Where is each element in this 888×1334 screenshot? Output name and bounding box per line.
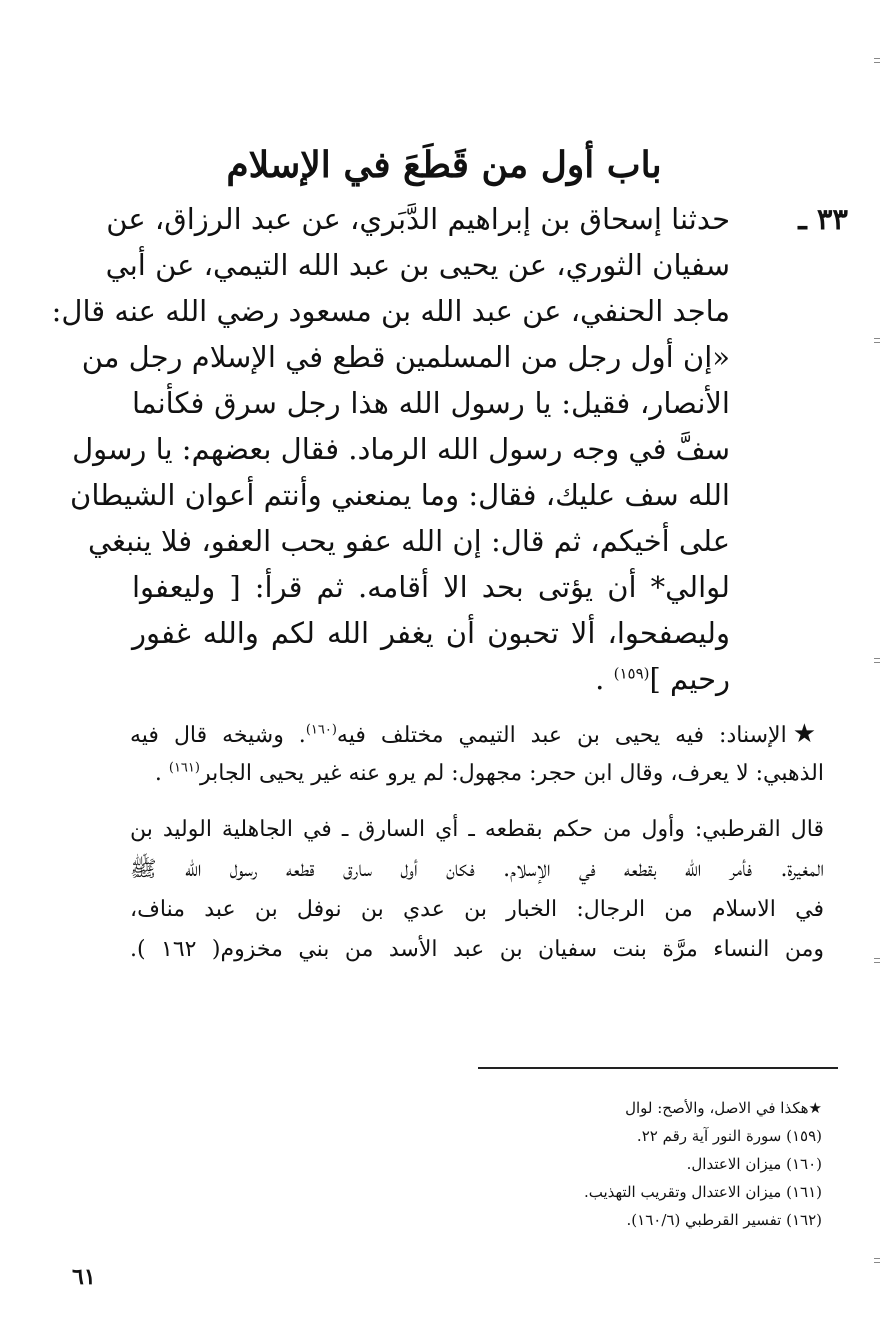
qurtubi-line: المغيرة. فأمر الله بقطعه في الإسلام. فكان أول سارق قطعه رسول الله ﷺ (130, 857, 824, 882)
hadith-line: «إن أول رجل من المسلمين قطع في الإسلام رجل من (81, 340, 730, 374)
hadith-last-line (132, 656, 730, 702)
hadith-line: الأنصار، فقيل: يا رسول الله هذا رجل سرق فكأنما (132, 386, 730, 420)
hadith-text (51, 196, 730, 702)
footnotes (502, 1094, 822, 1234)
star-icon: ★ (792, 719, 825, 749)
edge-mark (874, 658, 880, 663)
edge-mark (874, 958, 880, 963)
hadith-line: حدثنا إسحاق بن إبراهيم الدَّبَري، عن عبد الرزاق، عن (106, 202, 730, 236)
isnad-text: . وشيخه قال فيه (130, 723, 306, 748)
isnad-text: الإسناد: فيه يحيى بن عبد التيمي مختلف فيه (336, 723, 787, 748)
footnote: ★هكذا في الاصل، والأصح: لوال (625, 1099, 822, 1117)
edge-mark (874, 338, 880, 343)
isnad-text: . (154, 761, 162, 786)
hadith-line: سفيان الثوري، عن يحيى بن عبد الله التيمي، عن أبي (105, 248, 730, 282)
footnote-marker: (١٥٩) (613, 664, 650, 683)
isnad-line (130, 714, 824, 754)
footnote: (١٥٩) سورة النور آية رقم ٢٢. (636, 1127, 822, 1145)
hadith-line: وليصفحوا، ألا تحبون أن يغفر الله لكم والله غفور (132, 616, 730, 650)
isnad-text: الذهبي: لا يعرف، وقال ابن حجر: مجهول: لم يرو عنه غير يحيى الجابر (199, 761, 824, 786)
qurtubi-line: قال القرطبي: وأول من حكم بقطعه ـ أي السارق ـ في الجاهلية الوليد بن (130, 817, 824, 842)
hadith-line: لوالي* أن يؤتى بحد الا أقامه. ثم قرأ: [ وليعفوا (132, 570, 730, 604)
footnote: (١٦٠) ميزان الاعتدال. (686, 1155, 822, 1173)
qurtubi-line: في الاسلام من الرجال: الخبار بن عدي بن نوفل بن عبد مناف، (130, 897, 824, 922)
isnad-line (130, 754, 824, 794)
qurtubi-line: ومن النساء مرَّة بنت سفيان بن عبد الأسد من بني مخزوم( ١٦٢ ). (130, 937, 824, 962)
hadith-line: رحيم ] (649, 662, 730, 696)
footnote-marker: (١٦١) (168, 760, 200, 776)
hadith-number: ٣٣ ـ (798, 202, 848, 236)
footnote: (١٦٢) تفسير القرطبي (١٦٠/٦). (626, 1211, 822, 1229)
footnote-divider (478, 1067, 838, 1069)
hadith-33 (51, 196, 848, 702)
page-number: ٦١ (72, 1264, 96, 1290)
footnote-marker: (١٦٠) (305, 722, 337, 738)
chapter-title: باب أول من قَطَعَ في الإسلام (226, 144, 662, 186)
hadith-line: ماجد الحنفي، عن عبد الله بن مسعود رضي الله عنه قال: (51, 294, 730, 328)
hadith-line: على أخيكم، ثم قال: إن الله عفو يحب العفو، فلا ينبغي (88, 524, 730, 558)
hadith-line: سفَّ في وجه رسول الله الرماد. فقال بعضهم: يا رسول (72, 432, 730, 466)
edge-mark (874, 1258, 880, 1263)
edge-mark (874, 58, 880, 63)
commentary (130, 714, 824, 970)
hadith-line: الله سف عليك، فقال: وما يمنعني وأنتم أعوان الشيطان (70, 478, 730, 512)
footnote: (١٦١) ميزان الاعتدال وتقريب التهذيب. (583, 1183, 822, 1201)
hadith-end-dot: . (595, 662, 605, 696)
